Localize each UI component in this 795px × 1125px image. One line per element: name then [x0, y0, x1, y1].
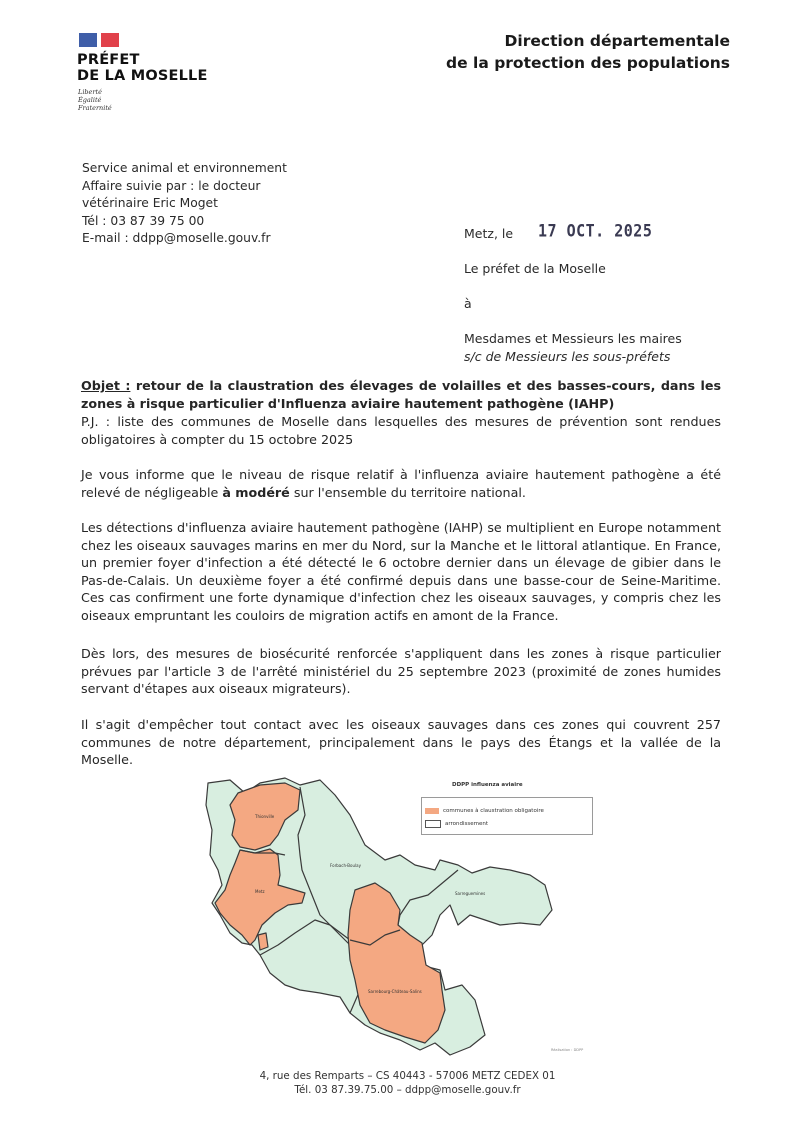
legend-label-claustration: communes à claustration obligatoire: [443, 808, 544, 814]
zone-small-patch: [258, 933, 268, 950]
map-legend-title: DDPP influenza aviaire: [452, 782, 523, 788]
recipient-to: à: [464, 296, 472, 311]
legend-item-arrondissement: [425, 820, 488, 828]
sender-service: Service animal et environnement: [82, 161, 287, 175]
letter-subject: [81, 377, 721, 412]
legend-label-arrondissement: arrondissement: [445, 821, 489, 827]
dateline-place: Metz, le: [464, 226, 514, 241]
footer: [0, 1069, 795, 1097]
p1-bold: à modéré: [222, 484, 290, 500]
recipient-block: [464, 260, 682, 366]
direction-title-line1: Direction départementale: [504, 32, 730, 50]
recipient-addressee: Mesdames et Messieurs les maires: [464, 331, 682, 346]
legend-swatch-orange-icon: [425, 808, 439, 814]
subject-label: Objet :: [81, 378, 131, 393]
sender-affaire: Affaire suivie par : le docteur: [82, 178, 261, 193]
label-metz: Metz: [255, 889, 265, 894]
paragraph-risk-level: [81, 466, 721, 501]
motto-liberte: Liberté: [78, 88, 102, 96]
attachment-note: P.J. : liste des communes de Moselle dans lesquelles des mesures de prévention sont rendues obligatoires à compter du 15 octobre 2025: [81, 414, 721, 447]
map-legend: [421, 797, 593, 835]
flag-blue-icon: [79, 33, 97, 47]
paragraph-communes: Il s'agit d'empêcher tout contact avec les oiseaux sauvages dans ces zones qui couvrent 257 communes de notre département, principalement dans le pays des Étangs et la vallée de la Moselle.: [81, 717, 721, 767]
sender-email: E-mail : ddpp@moselle.gouv.fr: [82, 231, 271, 245]
republic-flag-logo: [79, 33, 119, 47]
direction-title: [446, 30, 730, 74]
subject-text: retour de la claustration des élevages de volailles et des basses-cours, dans les zones à risque particulier d'Influenza aviaire hautement pathogène (IAHP): [81, 378, 721, 411]
sender-veterinarian: vétérinaire Eric Moget: [82, 196, 218, 210]
label-forbach: Forbach-Boulay: [330, 863, 361, 868]
p1-text-after: sur l'ensemble du territoire national.: [289, 484, 526, 500]
legend-item-claustration: [425, 808, 544, 814]
paragraph-biosecurity: Dès lors, des mesures de biosécurité renforcée s'appliquent dans les zones à risque particulier prévues par l'article 3 de l'arrêté ministériel du 25 septembre 2023 (proximité de zones humides servant d'étapes aux oiseaux migrateurs).: [81, 646, 721, 696]
sender-phone: Tél : 03 87 39 75 00: [82, 213, 205, 228]
label-sarreguemines: Sarreguemines: [455, 891, 486, 896]
prefecture-name-line2: DE LA MOSELLE: [77, 68, 208, 84]
recipient-via: s/c de Messieurs les sous-préfets: [464, 349, 671, 364]
prefecture-name: [77, 52, 208, 84]
label-thionville: Thionville: [255, 814, 275, 819]
legend-swatch-white-icon: [425, 820, 441, 828]
motto-fraternite: Fraternité: [78, 104, 112, 112]
date-stamp: 17 OCT. 2025: [538, 220, 653, 242]
direction-title-line2: de la protection des populations: [446, 54, 730, 72]
sender-block: [82, 160, 287, 248]
recipient-from: Le préfet de la Moselle: [464, 261, 606, 276]
motto-egalite: Égalité: [78, 96, 102, 104]
prefecture-name-line1: PRÉFET: [77, 52, 140, 68]
paragraph-detections: Les détections d'influenza aviaire hautement pathogène (IAHP) se multiplient en Europe notamment chez les oiseaux sauvages marins en mer du Nord, sur la Manche et le littoral atlantique. En France, un premier foyer d'infection a été détecté le 6 octobre dernier dans un élevage de gibier dans le Pas-de-Calais. Un deuxième foyer a été confirmé depuis dans une basse-cour de Seine-Maritime. Ces cas confirment une forte dynamique d'infection chez les oiseaux sauvages, y compris chez les oiseaux empruntant les couloirs de migration actifs en amont de la France.: [81, 520, 721, 623]
map-credit: Réalisation : DDPP: [551, 1048, 584, 1052]
footer-address: 4, rue des Remparts – CS 40443 - 57006 METZ CEDEX 01: [259, 1070, 556, 1082]
label-sarrebourg: Sarrebourg-Château-Salins: [368, 989, 422, 994]
p1-text-before: Je vous informe que le niveau de risque relatif à l'influenza aviaire hautement pathogène a été relevé de négligeable: [81, 467, 721, 500]
flag-red-icon: [101, 33, 119, 47]
footer-contact: Tél. 03 87.39.75.00 – ddpp@moselle.gouv.fr: [294, 1084, 521, 1096]
republic-motto: [78, 88, 112, 112]
